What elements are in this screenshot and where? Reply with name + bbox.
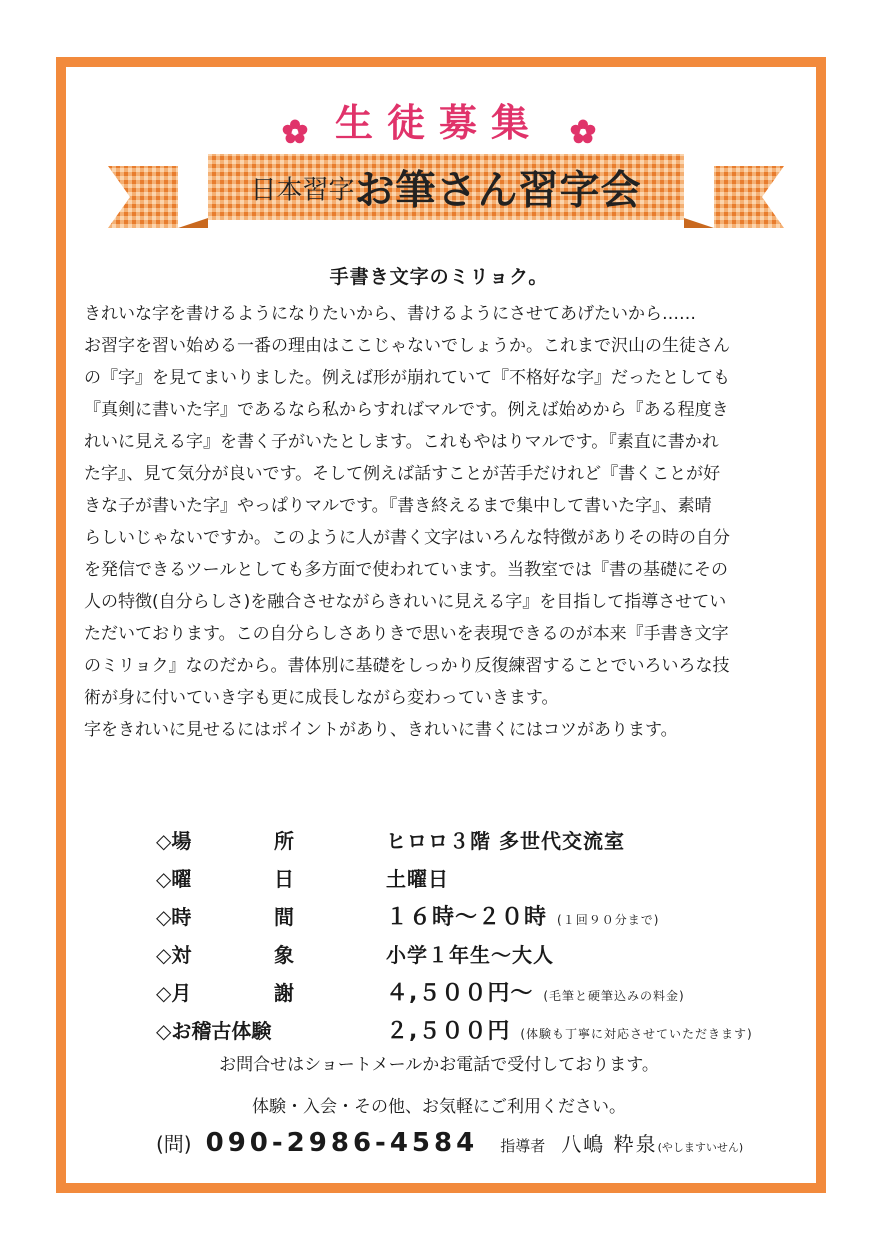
info-value: ヒロロ３階 多世代交流室 [386, 829, 625, 853]
info-label: ◇時 [156, 905, 192, 929]
paragraph-line: の『字』を見てまいりました。例えば形が崩れていて『不格好な字』だったとしても [84, 368, 730, 388]
paragraph-line: 術が身に付いていき字も更に成長しながら変わっていきます。 [84, 688, 559, 708]
inquiry-note: お問合せはショートメールかお電話で受付しております。 [219, 1055, 659, 1075]
paragraph-line: らしいじゃないですか。このように人が書く文字はいろんな特徴がありその時の自分 [84, 528, 730, 548]
paragraph-line: お習字を習い始める一番の理由はここじゃないでしょうか。これまで沢山の生徒さん [84, 336, 730, 356]
paragraph-line: を発信できるツールとしても多方面で使われています。当教室では『書の基礎にその [84, 560, 728, 580]
contact-label: (問) [156, 1132, 192, 1156]
info-note: (体験も丁寧に対応させていただきます) [520, 1027, 753, 1041]
flower-icon-left [282, 119, 308, 145]
paragraph-line: ただいております。この自分らしさありきで思いを表現できるのが本来『手書き文字 [84, 624, 729, 644]
info-value: 小学１年生～大人 [386, 943, 554, 967]
info-value [386, 974, 685, 1015]
instructor-name: 八嶋 粋泉 [561, 1132, 658, 1156]
info-label: 間 [274, 905, 294, 929]
info-target [156, 936, 816, 974]
paragraph-line: 『真剣に書いた字』であるなら私からすればマルです。例えば始めから『ある程度き [84, 400, 729, 420]
recruit-title: 生徒募集 [334, 101, 543, 145]
intro-line: きれいな字を書けるようになりたいから、書けるようにさせてあげたいから…… [84, 304, 696, 324]
body-heading: 手書き文字のミリョク。 [329, 266, 549, 288]
info-label: 謝 [274, 981, 294, 1005]
instructor-role: 指導者 [500, 1137, 546, 1155]
info-value-main: ２,５００円 [386, 1019, 511, 1044]
info-label: 象 [274, 943, 294, 967]
class-info [156, 822, 816, 1050]
paragraph-line: 人の特徴(自分らしさ)を融合させながらきれいに見える字』を目指して指導させてい [84, 592, 727, 612]
ribbon-subtitle: 日本習字 [250, 175, 355, 206]
info-label: 日 [274, 867, 294, 891]
info-time [156, 898, 816, 936]
info-fee [156, 974, 816, 1012]
intro-paragraph [84, 330, 804, 714]
info-value: 土曜日 [386, 867, 449, 891]
info-value [386, 898, 659, 939]
flower-icon-right [570, 119, 596, 145]
info-label: ◇場 [156, 829, 192, 853]
info-value-main: ４,５００円～ [386, 981, 534, 1006]
paragraph-line: のミリョク』なのだから。書体別に基礎をしっかり反復練習することでいろいろな技 [84, 656, 730, 676]
school-name: お筆さん習字会 [354, 167, 642, 214]
welcome-note: 体験・入会・その他、お気軽にご利用ください。 [252, 1097, 626, 1117]
info-trial [156, 1012, 816, 1050]
paragraph-line: た字』、見て気分が良いです。そして例えば話すことが苦手だけれど『書くことが好 [84, 464, 721, 484]
info-day [156, 860, 816, 898]
info-value-main: １６時～２０時 [386, 905, 548, 930]
contact-line [156, 1123, 816, 1163]
info-label: ◇月 [156, 981, 192, 1005]
paragraph-line: れいに見える字』を書く子がいたとします。これもやはりマルです。『素直に書かれ [84, 432, 719, 452]
paragraph-line: きな子が書いた字』やっぱりマルです。『書き終えるまで集中して書いた字』、素晴 [84, 496, 712, 516]
info-label: ◇曜 [156, 867, 192, 891]
info-value [386, 1012, 753, 1053]
closing-line: 字をきれいに見せるにはポイントがあり、きれいに書くにはコツがあります。 [84, 720, 678, 740]
title-ribbon [108, 148, 784, 236]
info-note: (毛筆と硬筆込みの料金) [543, 989, 685, 1003]
intro-text [84, 298, 804, 746]
info-note: (１回９０分まで) [557, 913, 660, 927]
recruit-header [0, 98, 878, 148]
ribbon-title [108, 162, 784, 218]
info-label: 所 [274, 829, 294, 853]
info-label: ◇対 [156, 943, 192, 967]
phone-number: 090-2986-4584 [205, 1128, 479, 1158]
info-label: ◇お稽古体験 [156, 1019, 272, 1043]
instructor-kana: (やしますいせん) [657, 1141, 744, 1154]
info-place [156, 822, 816, 860]
